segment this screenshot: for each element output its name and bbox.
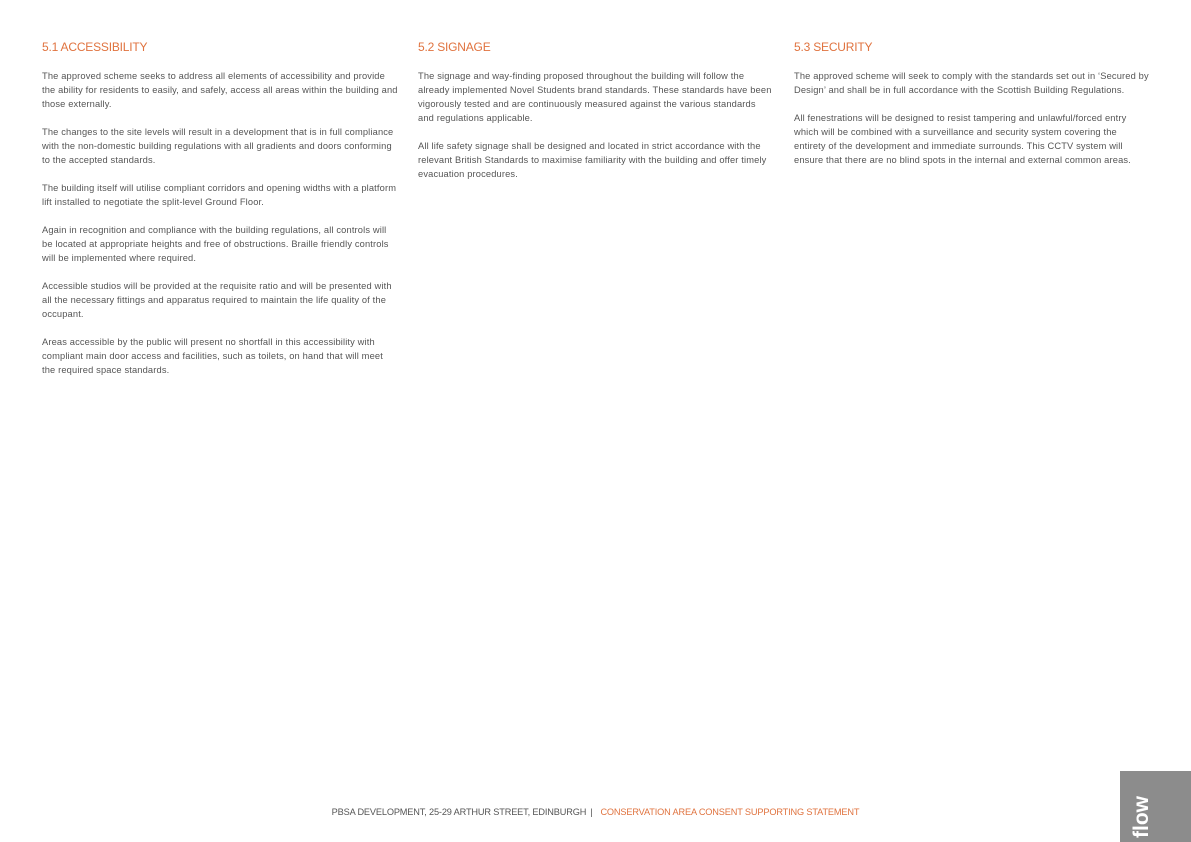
section-accessibility — [42, 39, 398, 391]
section-heading: 5.3 SECURITY — [794, 40, 873, 54]
paragraph: The changes to the site levels will result in a development that is in full compliance with the non-domestic building regulations with all gradients and doors conforming to the accepted standards. — [42, 127, 394, 165]
section-signage — [418, 39, 774, 195]
paragraph: The building itself will utilise compliant corridors and opening widths with a platform lift installed to negotiate the split-level Ground Floor. — [42, 183, 397, 207]
flow-logo — [1120, 771, 1191, 842]
paragraph: The signage and way-finding proposed throughout the building will follow the already implemented Novel Students brand standards. These standards have been vigorously tested and are continuously measured against the various standards and regulations applicable. — [418, 71, 772, 123]
footer-separator: | — [590, 807, 593, 817]
footer-project-title: PBSA DEVELOPMENT, 25-29 ARTHUR STREET, EDINBURGH — [331, 807, 587, 817]
paragraph: Accessible studios will be provided at the requisite ratio and will be presented with all the necessary fittings and apparatus required to maintain the life quality of the occupant. — [42, 281, 392, 319]
page-footer — [0, 805, 1191, 819]
section-heading: 5.1 ACCESSIBILITY — [42, 40, 148, 54]
paragraph: The approved scheme will seek to comply with the standards set out in ‘Secured by Design’ and shall be in full accordance with the Scottish Building Regulations. — [794, 71, 1149, 95]
paragraph: All fenestrations will be designed to resist tampering and unlawful/forced entry which will be combined with a surveillance and security system covering the entirety of the development and immediate surrounds. This CCTV system will ensure that there are no blind spots in the internal and external common areas. — [794, 113, 1131, 165]
paragraph: The approved scheme seeks to address all elements of accessibility and provide the ability for residents to easily, and safely, access all areas within the building and those externally. — [42, 71, 398, 109]
footer-document-title: CONSERVATION AREA CONSENT SUPPORTING STATEMENT — [600, 807, 860, 817]
paragraph: Again in recognition and compliance with the building regulations, all controls will be located at appropriate heights and free of obstructions. Braille friendly controls will be implemented where required. — [42, 225, 389, 263]
paragraph: All life safety signage shall be designed and located in strict accordance with the relevant British Standards to maximise familiarity with the building and offer timely evacuation procedures. — [418, 141, 767, 179]
section-security — [794, 39, 1150, 181]
paragraph: Areas accessible by the public will present no shortfall in this accessibility with compliant main door access and facilities, such as toilets, on hand that will meet the required space standards. — [42, 337, 383, 375]
section-heading: 5.2 SIGNAGE — [418, 40, 491, 54]
logo-text: flow — [1130, 796, 1153, 838]
